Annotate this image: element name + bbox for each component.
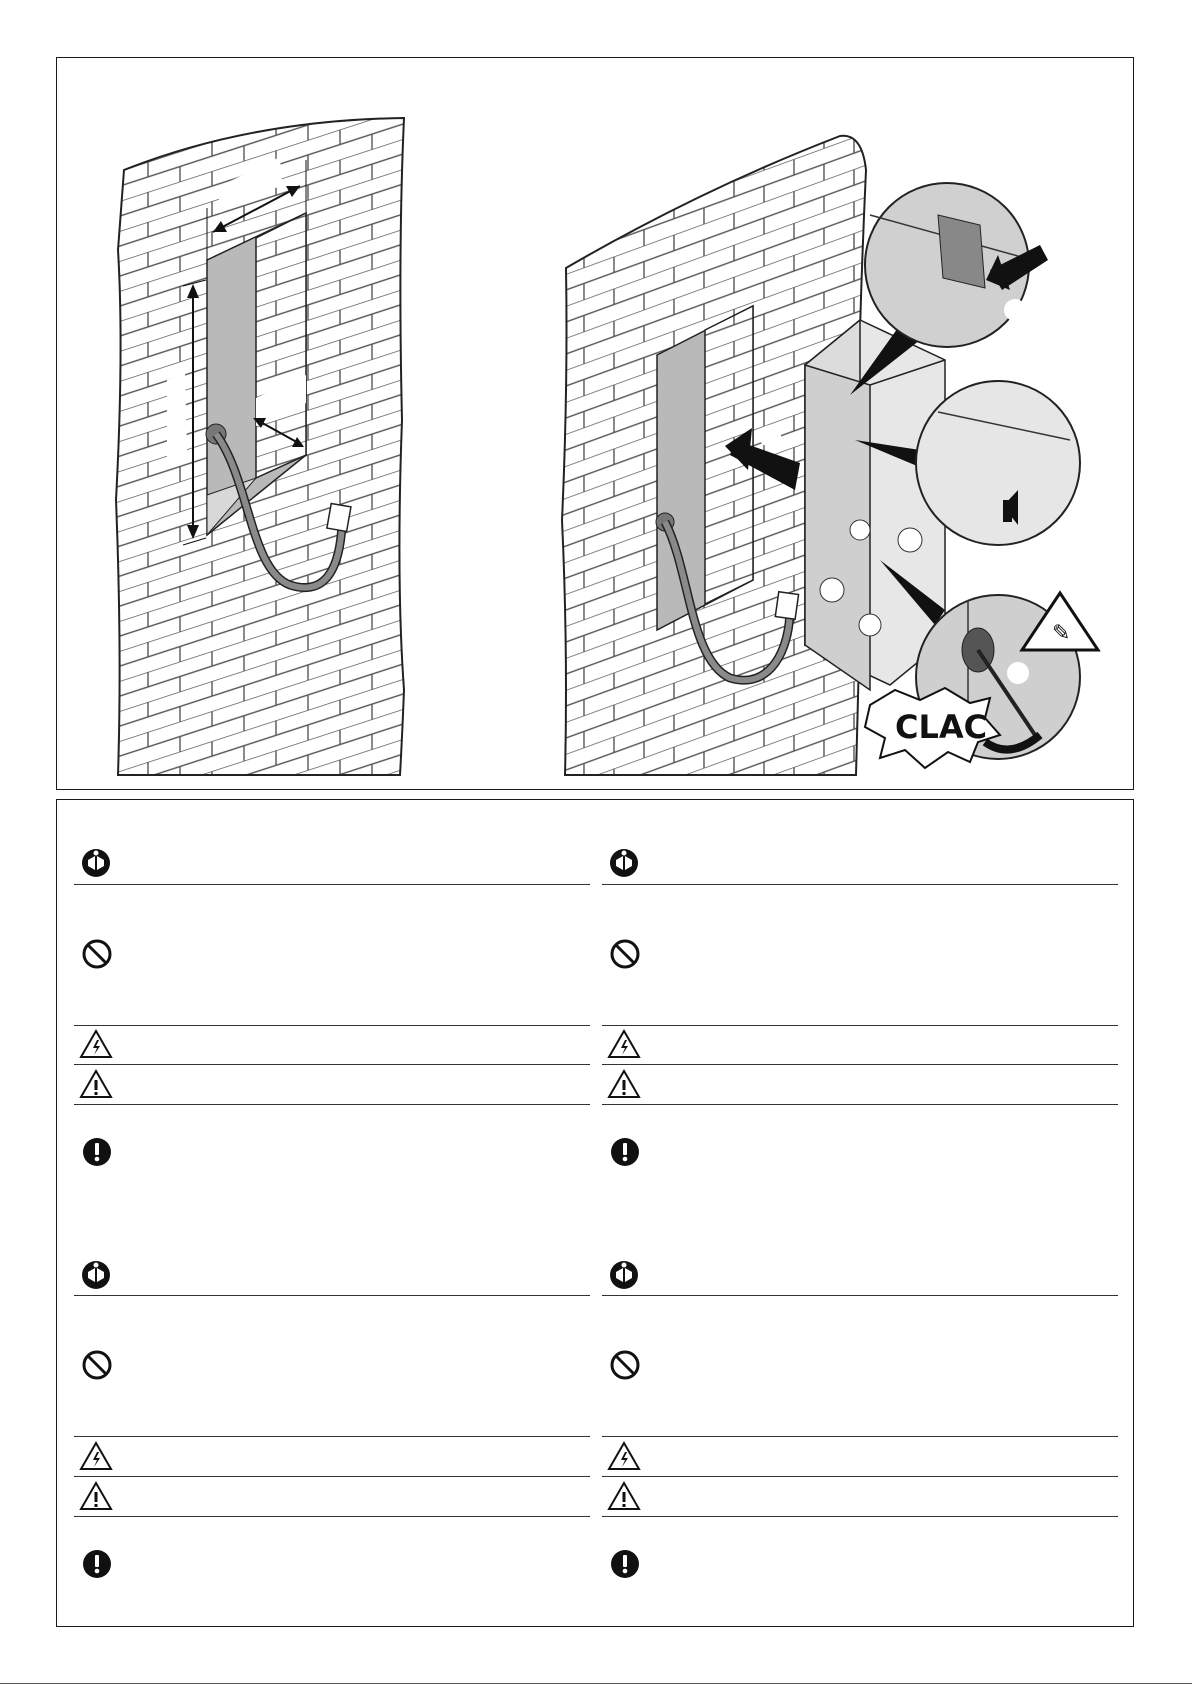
flush-mount-box: [805, 320, 945, 690]
separator: [74, 1064, 590, 1065]
separator: [602, 1295, 1118, 1296]
zoom-callout-top: [850, 183, 1048, 395]
separator: [602, 884, 1118, 885]
separator: [74, 1476, 590, 1477]
separator: [74, 1025, 590, 1026]
separator: [602, 1516, 1118, 1517]
safety-instructions-panel: [56, 799, 1134, 1627]
separator: [74, 1295, 590, 1296]
separator: [602, 1025, 1118, 1026]
separator: [602, 1104, 1118, 1105]
page-bottom-rule: [0, 1683, 1192, 1684]
installation-illustration: [0, 0, 1192, 800]
separator: [602, 1436, 1118, 1437]
separator: [74, 1436, 590, 1437]
left-wall: [116, 118, 404, 775]
separator: [74, 884, 590, 885]
separator: [602, 1064, 1118, 1065]
svg-text:✎: ✎: [1052, 621, 1071, 646]
separator: [602, 1476, 1118, 1477]
separator: [74, 1516, 590, 1517]
clac-text: CLAC: [895, 708, 988, 746]
separator: [74, 1104, 590, 1105]
